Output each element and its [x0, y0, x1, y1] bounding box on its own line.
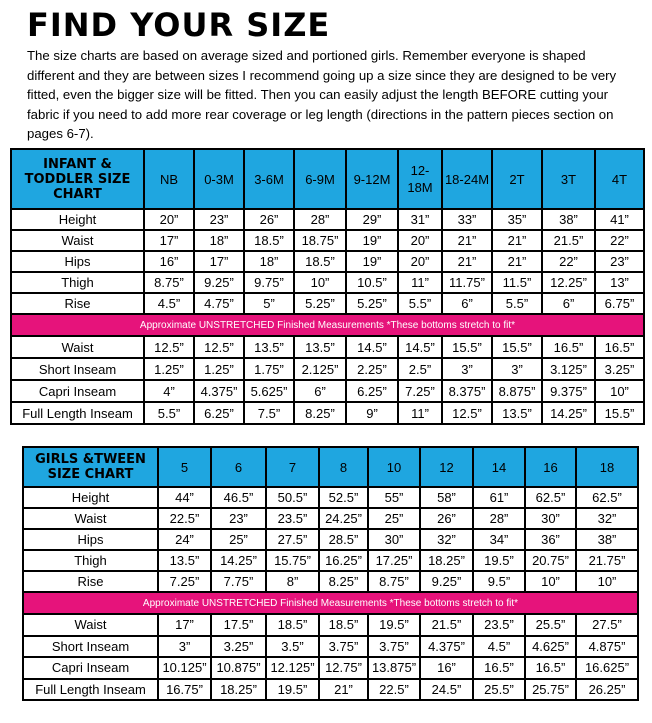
measurement-value: 18.5” [266, 614, 319, 636]
finished-measurements-note: Approximate UNSTRETCHED Finished Measurements *These bottoms stretch to fit* [11, 314, 644, 336]
measurement-value: 22” [595, 230, 644, 251]
measurement-label: Hips [11, 251, 144, 272]
measurement-value: 6.25” [194, 402, 244, 424]
measurement-value: 14.5” [398, 336, 442, 358]
measurement-value: 3.125” [542, 358, 595, 380]
measurement-value: 11.5” [492, 272, 542, 293]
size-heading: 5 [158, 447, 211, 487]
measurement-value: 21” [319, 679, 368, 701]
measurement-value: 14.5” [346, 336, 398, 358]
measurement-value: 18.5” [294, 251, 346, 272]
measurement-value: 10” [595, 380, 644, 402]
chart-title: INFANT & TODDLER SIZE CHART [11, 149, 144, 209]
measurement-value: 19” [346, 230, 398, 251]
measurement-label: Rise [23, 571, 158, 592]
measurement-value: 15.5” [442, 336, 492, 358]
measurement-row [23, 550, 638, 571]
measurement-value: 6” [294, 380, 346, 402]
measurement-value: 18” [244, 251, 294, 272]
measurement-value: 55” [368, 487, 420, 508]
measurement-label: Full Length Inseam [11, 402, 144, 424]
size-heading: 3-6M [244, 149, 294, 209]
size-heading: 14 [473, 447, 525, 487]
measurement-value: 4.375” [194, 380, 244, 402]
measurement-value: 19.5” [473, 550, 525, 571]
measurement-value: 27.5” [266, 529, 319, 550]
measurement-value: 12.75” [319, 657, 368, 679]
measurement-label: Short Inseam [23, 636, 158, 658]
measurement-value: 28” [294, 209, 346, 230]
size-heading: 8 [319, 447, 368, 487]
measurement-label: Short Inseam [11, 358, 144, 380]
measurement-value: 1.25” [144, 358, 194, 380]
measurement-value: 9.25” [420, 571, 473, 592]
finished-measurements-note: Approximate UNSTRETCHED Finished Measurements *These bottoms stretch to fit* [23, 592, 638, 614]
measurement-value: 13.5” [492, 402, 542, 424]
measurement-value: 5.625” [244, 380, 294, 402]
measurement-value: 24” [158, 529, 211, 550]
measurement-value: 11.75” [442, 272, 492, 293]
measurement-row [23, 508, 638, 529]
measurement-value: 22.5” [158, 508, 211, 529]
measurement-label: Capri Inseam [11, 380, 144, 402]
measurement-value: 3” [158, 636, 211, 658]
measurement-value: 58” [420, 487, 473, 508]
size-heading: 18-24M [442, 149, 492, 209]
measurement-value: 2.5” [398, 358, 442, 380]
measurement-value: 21” [442, 251, 492, 272]
measurement-value: 8.875” [492, 380, 542, 402]
measurement-value: 8.75” [144, 272, 194, 293]
measurement-label: Full Length Inseam [23, 679, 158, 701]
measurement-label: Rise [11, 293, 144, 314]
measurement-row [23, 636, 638, 658]
size-heading: 18 [576, 447, 638, 487]
finished-measurements-band [23, 592, 638, 614]
measurement-value: 4.625” [525, 636, 576, 658]
measurement-value: 12.5” [194, 336, 244, 358]
measurement-value: 20.75” [525, 550, 576, 571]
measurement-value: 8.75” [368, 571, 420, 592]
measurement-value: 7.75” [211, 571, 266, 592]
size-heading: NB [144, 149, 194, 209]
measurement-value: 23.5” [266, 508, 319, 529]
measurement-value: 6” [542, 293, 595, 314]
measurement-value: 15.75” [266, 550, 319, 571]
measurement-row [23, 571, 638, 592]
measurement-value: 16.5” [525, 657, 576, 679]
size-heading: 0-3M [194, 149, 244, 209]
measurement-row [11, 380, 644, 402]
measurement-value: 44” [158, 487, 211, 508]
measurement-value: 10” [294, 272, 346, 293]
measurement-value: 52.5” [319, 487, 368, 508]
measurement-value: 5.5” [492, 293, 542, 314]
measurement-row [11, 272, 644, 293]
measurement-value: 21” [492, 230, 542, 251]
measurement-value: 15.5” [595, 402, 644, 424]
measurement-value: 27.5” [576, 614, 638, 636]
measurement-label: Waist [11, 336, 144, 358]
measurement-label: Thigh [23, 550, 158, 571]
measurement-label: Waist [23, 614, 158, 636]
size-heading: 10 [368, 447, 420, 487]
chart-title: GIRLS &TWEEN SIZE CHART [23, 447, 158, 487]
measurement-value: 36” [525, 529, 576, 550]
measurement-value: 8.25” [294, 402, 346, 424]
measurement-row [11, 209, 644, 230]
measurement-value: 20” [398, 230, 442, 251]
size-heading: 6 [211, 447, 266, 487]
measurement-value: 20” [144, 209, 194, 230]
measurement-row [11, 230, 644, 251]
measurement-row [11, 402, 644, 424]
measurement-value: 24.5” [420, 679, 473, 701]
measurement-value: 38” [542, 209, 595, 230]
measurement-value: 50.5” [266, 487, 319, 508]
size-header-row [11, 149, 644, 209]
measurement-value: 13.5” [294, 336, 346, 358]
measurement-value: 34” [473, 529, 525, 550]
measurement-value: 46.5” [211, 487, 266, 508]
measurement-value: 19” [346, 251, 398, 272]
measurement-value: 11” [398, 402, 442, 424]
measurement-value: 25” [368, 508, 420, 529]
measurement-value: 5” [244, 293, 294, 314]
measurement-value: 7.25” [158, 571, 211, 592]
measurement-value: 6” [442, 293, 492, 314]
measurement-value: 26.25” [576, 679, 638, 701]
measurement-value: 3.75” [319, 636, 368, 658]
measurement-label: Height [11, 209, 144, 230]
measurement-value: 62.5” [525, 487, 576, 508]
measurement-value: 23” [595, 251, 644, 272]
measurement-value: 9.5” [473, 571, 525, 592]
measurement-value: 18.5” [244, 230, 294, 251]
size-heading: 6-9M [294, 149, 346, 209]
measurement-value: 2.25” [346, 358, 398, 380]
measurement-value: 4.5” [144, 293, 194, 314]
measurement-value: 19.5” [266, 679, 319, 701]
measurement-row [23, 679, 638, 701]
measurement-value: 32” [576, 508, 638, 529]
measurement-row [23, 487, 638, 508]
measurement-value: 29” [346, 209, 398, 230]
measurement-value: 25.5” [473, 679, 525, 701]
measurement-value: 17.25” [368, 550, 420, 571]
measurement-value: 26” [420, 508, 473, 529]
measurement-value: 30” [368, 529, 420, 550]
intro-paragraph: The size charts are based on average sized and portioned girls. Remember everyone is shaped different and they are between sizes I recommend going up a size since they are designed to be very fitted, even the bigger size will be fitted. Then you can easily adjust the length BEFORE cutting your fabric if you need to add more rear coverage or leg length (directions in the pattern pieces section on pages 6-7). [27, 48, 617, 141]
size-header-row [23, 447, 638, 487]
measurement-value: 28” [473, 508, 525, 529]
measurement-label: Waist [23, 508, 158, 529]
measurement-value: 9” [346, 402, 398, 424]
measurement-value: 10” [525, 571, 576, 592]
measurement-value: 25.75” [525, 679, 576, 701]
measurement-value: 16.75” [158, 679, 211, 701]
measurement-value: 13.5” [158, 550, 211, 571]
measurement-row [11, 358, 644, 380]
measurement-value: 61” [473, 487, 525, 508]
measurement-label: Thigh [11, 272, 144, 293]
measurement-row [23, 657, 638, 679]
measurement-value: 23” [211, 508, 266, 529]
measurement-value: 10.875” [211, 657, 266, 679]
measurement-label: Hips [23, 529, 158, 550]
measurement-value: 1.75” [244, 358, 294, 380]
measurement-label: Height [23, 487, 158, 508]
measurement-value: 20” [398, 251, 442, 272]
measurement-value: 38” [576, 529, 638, 550]
size-heading: 4T [595, 149, 644, 209]
measurement-value: 3.25” [595, 358, 644, 380]
measurement-row [23, 614, 638, 636]
measurement-value: 9.25” [194, 272, 244, 293]
measurement-value: 18” [194, 230, 244, 251]
measurement-value: 23” [194, 209, 244, 230]
measurement-value: 4.75” [194, 293, 244, 314]
measurement-value: 41” [595, 209, 644, 230]
measurement-value: 25” [211, 529, 266, 550]
measurement-value: 13” [595, 272, 644, 293]
size-heading: 7 [266, 447, 319, 487]
measurement-value: 3.25” [211, 636, 266, 658]
finished-measurements-band [11, 314, 644, 336]
measurement-value: 33” [442, 209, 492, 230]
measurement-value: 14.25” [211, 550, 266, 571]
measurement-value: 62.5” [576, 487, 638, 508]
measurement-value: 8” [266, 571, 319, 592]
measurement-value: 16.25” [319, 550, 368, 571]
measurement-value: 26” [244, 209, 294, 230]
measurement-value: 5.5” [144, 402, 194, 424]
measurement-value: 2.125” [294, 358, 346, 380]
measurement-value: 30” [525, 508, 576, 529]
measurement-value: 3.75” [368, 636, 420, 658]
measurement-value: 17” [194, 251, 244, 272]
measurement-value: 23.5” [473, 614, 525, 636]
measurement-value: 5.25” [294, 293, 346, 314]
measurement-value: 3.5” [266, 636, 319, 658]
measurement-value: 21.5” [420, 614, 473, 636]
measurement-value: 3” [492, 358, 542, 380]
measurement-value: 18.25” [211, 679, 266, 701]
measurement-value: 8.375” [442, 380, 492, 402]
measurement-row [11, 293, 644, 314]
measurement-value: 1.25” [194, 358, 244, 380]
measurement-value: 21” [492, 251, 542, 272]
size-heading: 3T [542, 149, 595, 209]
measurement-value: 21” [442, 230, 492, 251]
infant-toddler-size-chart [10, 148, 645, 425]
measurement-value: 5.5” [398, 293, 442, 314]
measurement-value: 4.375” [420, 636, 473, 658]
measurement-value: 17.5” [211, 614, 266, 636]
measurement-value: 4” [144, 380, 194, 402]
size-heading: 9-12M [346, 149, 398, 209]
measurement-value: 21.75” [576, 550, 638, 571]
measurement-value: 12.5” [144, 336, 194, 358]
measurement-value: 24.25” [319, 508, 368, 529]
measurement-value: 6.75” [595, 293, 644, 314]
measurement-value: 19.5” [368, 614, 420, 636]
measurement-value: 12.5” [442, 402, 492, 424]
measurement-value: 12.125” [266, 657, 319, 679]
measurement-value: 16” [144, 251, 194, 272]
measurement-value: 5.25” [346, 293, 398, 314]
measurement-row [11, 336, 644, 358]
measurement-value: 10” [576, 571, 638, 592]
measurement-value: 18.75” [294, 230, 346, 251]
measurement-label: Waist [11, 230, 144, 251]
measurement-value: 4.875” [576, 636, 638, 658]
measurement-value: 16.5” [473, 657, 525, 679]
measurement-value: 17” [144, 230, 194, 251]
measurement-value: 18.25” [420, 550, 473, 571]
measurement-value: 17” [158, 614, 211, 636]
measurement-value: 6.25” [346, 380, 398, 402]
size-heading: 2T [492, 149, 542, 209]
measurement-value: 12.25” [542, 272, 595, 293]
measurement-value: 16” [420, 657, 473, 679]
girls-tween-size-chart [22, 446, 639, 701]
measurement-value: 10.5” [346, 272, 398, 293]
measurement-value: 28.5” [319, 529, 368, 550]
measurement-value: 7.5” [244, 402, 294, 424]
measurement-value: 9.75” [244, 272, 294, 293]
page-title: FIND YOUR SIZE [27, 6, 331, 44]
measurement-label: Capri Inseam [23, 657, 158, 679]
measurement-value: 14.25” [542, 402, 595, 424]
measurement-value: 16.5” [542, 336, 595, 358]
measurement-value: 15.5” [492, 336, 542, 358]
measurement-value: 22” [542, 251, 595, 272]
measurement-value: 4.5” [473, 636, 525, 658]
size-heading: 12 [420, 447, 473, 487]
measurement-value: 9.375” [542, 380, 595, 402]
size-heading: 16 [525, 447, 576, 487]
measurement-value: 11” [398, 272, 442, 293]
measurement-value: 35” [492, 209, 542, 230]
measurement-value: 16.625” [576, 657, 638, 679]
measurement-value: 8.25” [319, 571, 368, 592]
measurement-value: 10.125” [158, 657, 211, 679]
measurement-row [11, 251, 644, 272]
size-heading: 12-18M [398, 149, 442, 209]
measurement-value: 13.875” [368, 657, 420, 679]
measurement-value: 3” [442, 358, 492, 380]
measurement-value: 7.25” [398, 380, 442, 402]
measurement-value: 18.5” [319, 614, 368, 636]
measurement-value: 32” [420, 529, 473, 550]
measurement-row [23, 529, 638, 550]
measurement-value: 25.5” [525, 614, 576, 636]
measurement-value: 22.5” [368, 679, 420, 701]
measurement-value: 16.5” [595, 336, 644, 358]
measurement-value: 21.5” [542, 230, 595, 251]
measurement-value: 13.5” [244, 336, 294, 358]
measurement-value: 31” [398, 209, 442, 230]
